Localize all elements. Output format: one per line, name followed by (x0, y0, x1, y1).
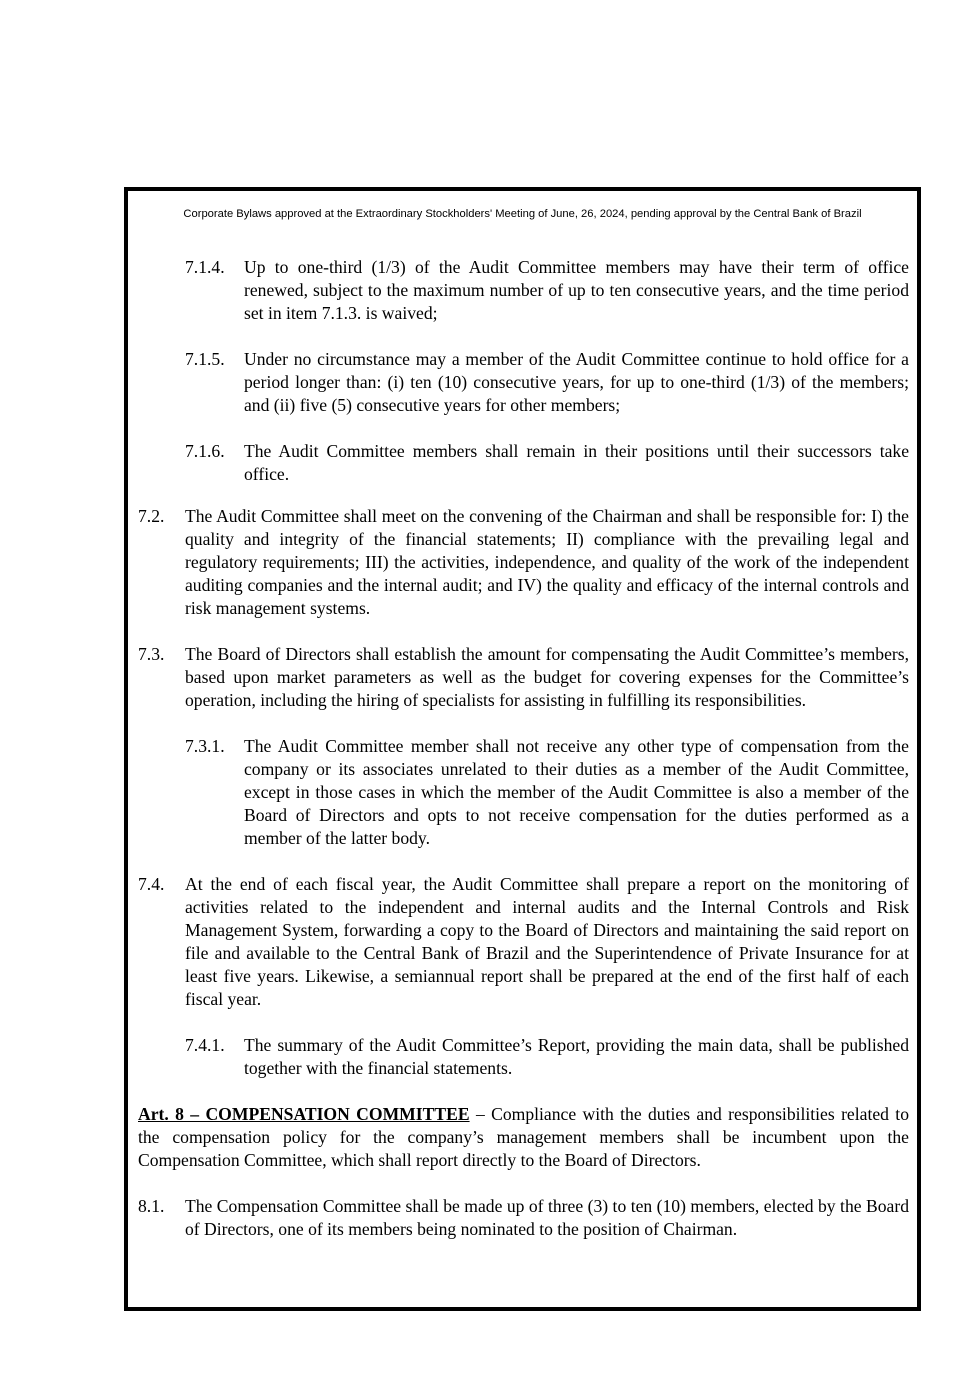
document-body (138, 256, 909, 1264)
clause-number: 7.1.6. (185, 441, 225, 461)
clause-number: 7.4. (138, 874, 165, 894)
clause-7-4-1 (138, 1034, 909, 1080)
clause-7-4 (138, 873, 909, 1011)
clause-7-1-5 (138, 348, 909, 417)
clause-text: The Audit Committee members shall remain in their positions until their successors take office. (244, 441, 909, 484)
clause-text: The Compensation Committee shall be made up of three (3) to ten (10) members, elected by the Board of Directors, one of its members being nominated to the position of Chairman. (185, 1196, 909, 1239)
clause-text: At the end of each fiscal year, the Audit Committee shall prepare a report on the monitoring of activities related to the independent and internal audits and the Internal Controls and Risk Management System, forwarding a copy to the Board of Directors and maintaining the said report on file and available to the Central Bank of Brazil and the Superintendence of Private Insurance for at least five years. Likewise, a semiannual report shall be prepared at the end of the first half of each fiscal year. (185, 874, 909, 1009)
clause-number: 8.1. (138, 1196, 165, 1216)
clause-number: 7.1.5. (185, 349, 225, 369)
clause-7-1-6 (138, 440, 909, 486)
clause-text: Up to one-third (1/3) of the Audit Committee members may have their term of office renewed, subject to the maximum number of up to ten consecutive years, and the time period set in item 7.1.3. is waived; (244, 257, 909, 323)
clause-number: 7.4.1. (185, 1035, 225, 1055)
clause-7-1-4 (138, 256, 909, 325)
clause-text: The Audit Committee member shall not receive any other type of compensation from the company or its associates unrelated to their duties as a member of the Audit Committee, except in those cases in which the member of the Audit Committee is also a member of the Board of Directors and opts to not receive compensation for the duties performed as a member of the latter body. (244, 736, 909, 848)
clause-number: 7.3. (138, 644, 165, 664)
clause-text: The summary of the Audit Committee’s Report, providing the main data, shall be published together with the financial statements. (244, 1035, 909, 1078)
clause-text: The Board of Directors shall establish the amount for compensating the Audit Committee’s members, based upon market parameters as well as the budget for covering expenses for the Committee’s operation, including the hiring of specialists for assisting in fulfilling its responsibilities. (185, 644, 909, 710)
clause-7-3-1 (138, 735, 909, 850)
clause-7-3 (138, 643, 909, 712)
clause-7-2 (138, 505, 909, 620)
clause-text: Under no circumstance may a member of the Audit Committee continue to hold office for a period longer than: (i) ten (10) consecutive years, for up to one-third (1/3) of the members; and (ii) five (5) consecutive years for other members; (244, 349, 909, 415)
article-8-text: – Compliance with the duties and responsibilities related to the compensation policy for the company’s management members shall be incumbent upon the Compensation Committee, which shall report directly to the Board of Directors. (138, 1104, 909, 1170)
clause-number: 7.3.1. (185, 736, 225, 756)
clause-number: 7.1.4. (185, 257, 225, 277)
document-header-note: Corporate Bylaws approved at the Extraordinary Stockholders' Meeting of June, 26, 2024, pending approval by the Central Bank of Brazil (183, 208, 862, 220)
article-8-title: Art. 8 – COMPENSATION COMMITTEE (138, 1104, 470, 1124)
clause-text: The Audit Committee shall meet on the convening of the Chairman and shall be responsible for: I) the quality and integrity of the financial statements; II) compliance with the prevailing legal and regulatory requirements; III) the activities, independence, and quality of the work of the independent auditing companies and the internal audit; and IV) the quality and efficacy of the internal controls and risk management systems. (185, 506, 909, 618)
clause-8-1 (138, 1195, 909, 1241)
page-frame (124, 187, 921, 1311)
clause-number: 7.2. (138, 506, 165, 526)
article-8 (138, 1103, 909, 1172)
